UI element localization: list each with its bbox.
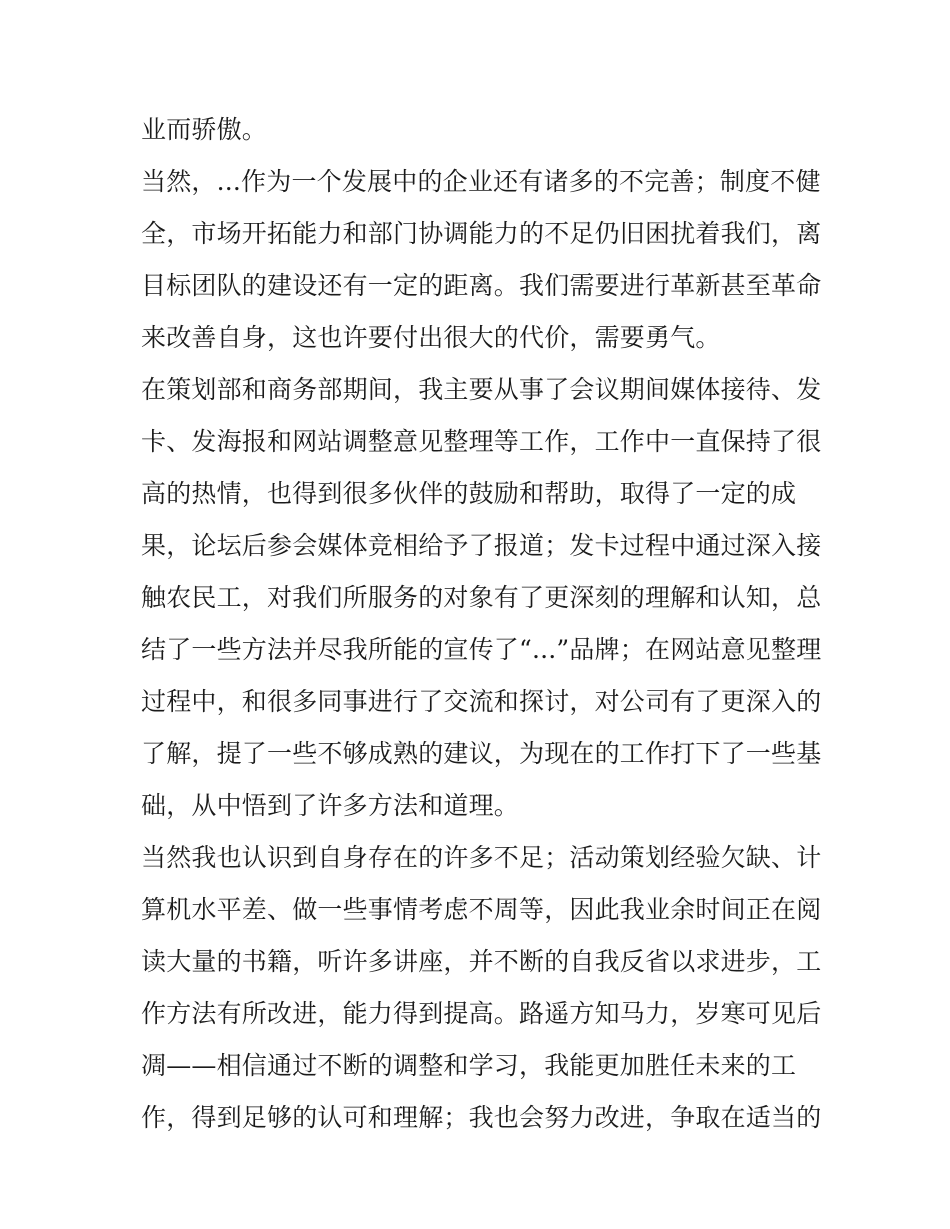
- text-line: 作方法有所改进，能力得到提高。路遥方知马力，岁寒可见后: [141, 999, 822, 1028]
- text-line: 全，市场开拓能力和部门协调能力的不足仍旧困扰着我们，离: [141, 219, 822, 248]
- text-line: 过程中，和很多同事进行了交流和探讨，对公司有了更深入的: [141, 687, 822, 716]
- text-line: 算机水平差、做一些事情考虑不周等，因此我业余时间正在阅: [141, 895, 822, 924]
- text-line: 了解，提了一些不够成熟的建议，为现在的工作打下了一些基: [141, 739, 822, 768]
- text-line: 果，论坛后参会媒体竞相给予了报道；发卡过程中通过深入接: [141, 531, 822, 560]
- text-line: 在策划部和商务部期间，我主要从事了会议期间媒体接待、发: [141, 375, 822, 404]
- text-line: 业而骄傲。: [141, 115, 268, 144]
- text-line: 当然，...作为一个发展中的企业还有诸多的不完善；制度不健: [141, 167, 821, 196]
- text-line: 作，得到足够的认可和理解；我也会努力改进，争取在适当的: [141, 1103, 822, 1132]
- text-line: 高的热情，也得到很多伙伴的鼓励和帮助，取得了一定的成: [141, 479, 797, 508]
- text-line: 触农民工，对我们所服务的对象有了更深刻的理解和认知，总: [141, 583, 822, 612]
- text-line: 凋——相信通过不断的调整和学习，我能更加胜任未来的工: [141, 1051, 797, 1080]
- text-line: 来改善自身，这也许要付出很大的代价，需要勇气。: [141, 323, 721, 352]
- text-line: 读大量的书籍，听许多讲座，并不断的自我反省以求进步，工: [141, 947, 822, 976]
- text-line: 目标团队的建设还有一定的距离。我们需要进行革新甚至革命: [141, 271, 822, 300]
- text-line: 础，从中悟到了许多方法和道理。: [141, 791, 520, 820]
- document-body: [141, 108, 821, 1148]
- text-line: 当然我也认识到自身存在的许多不足；活动策划经验欠缺、计: [141, 843, 822, 872]
- text-line: 结了一些方法并尽我所能的宣传了“...”品牌；在网站意见整理: [141, 635, 822, 664]
- text-line: 卡、发海报和网站调整意见整理等工作，工作中一直保持了很: [141, 427, 822, 456]
